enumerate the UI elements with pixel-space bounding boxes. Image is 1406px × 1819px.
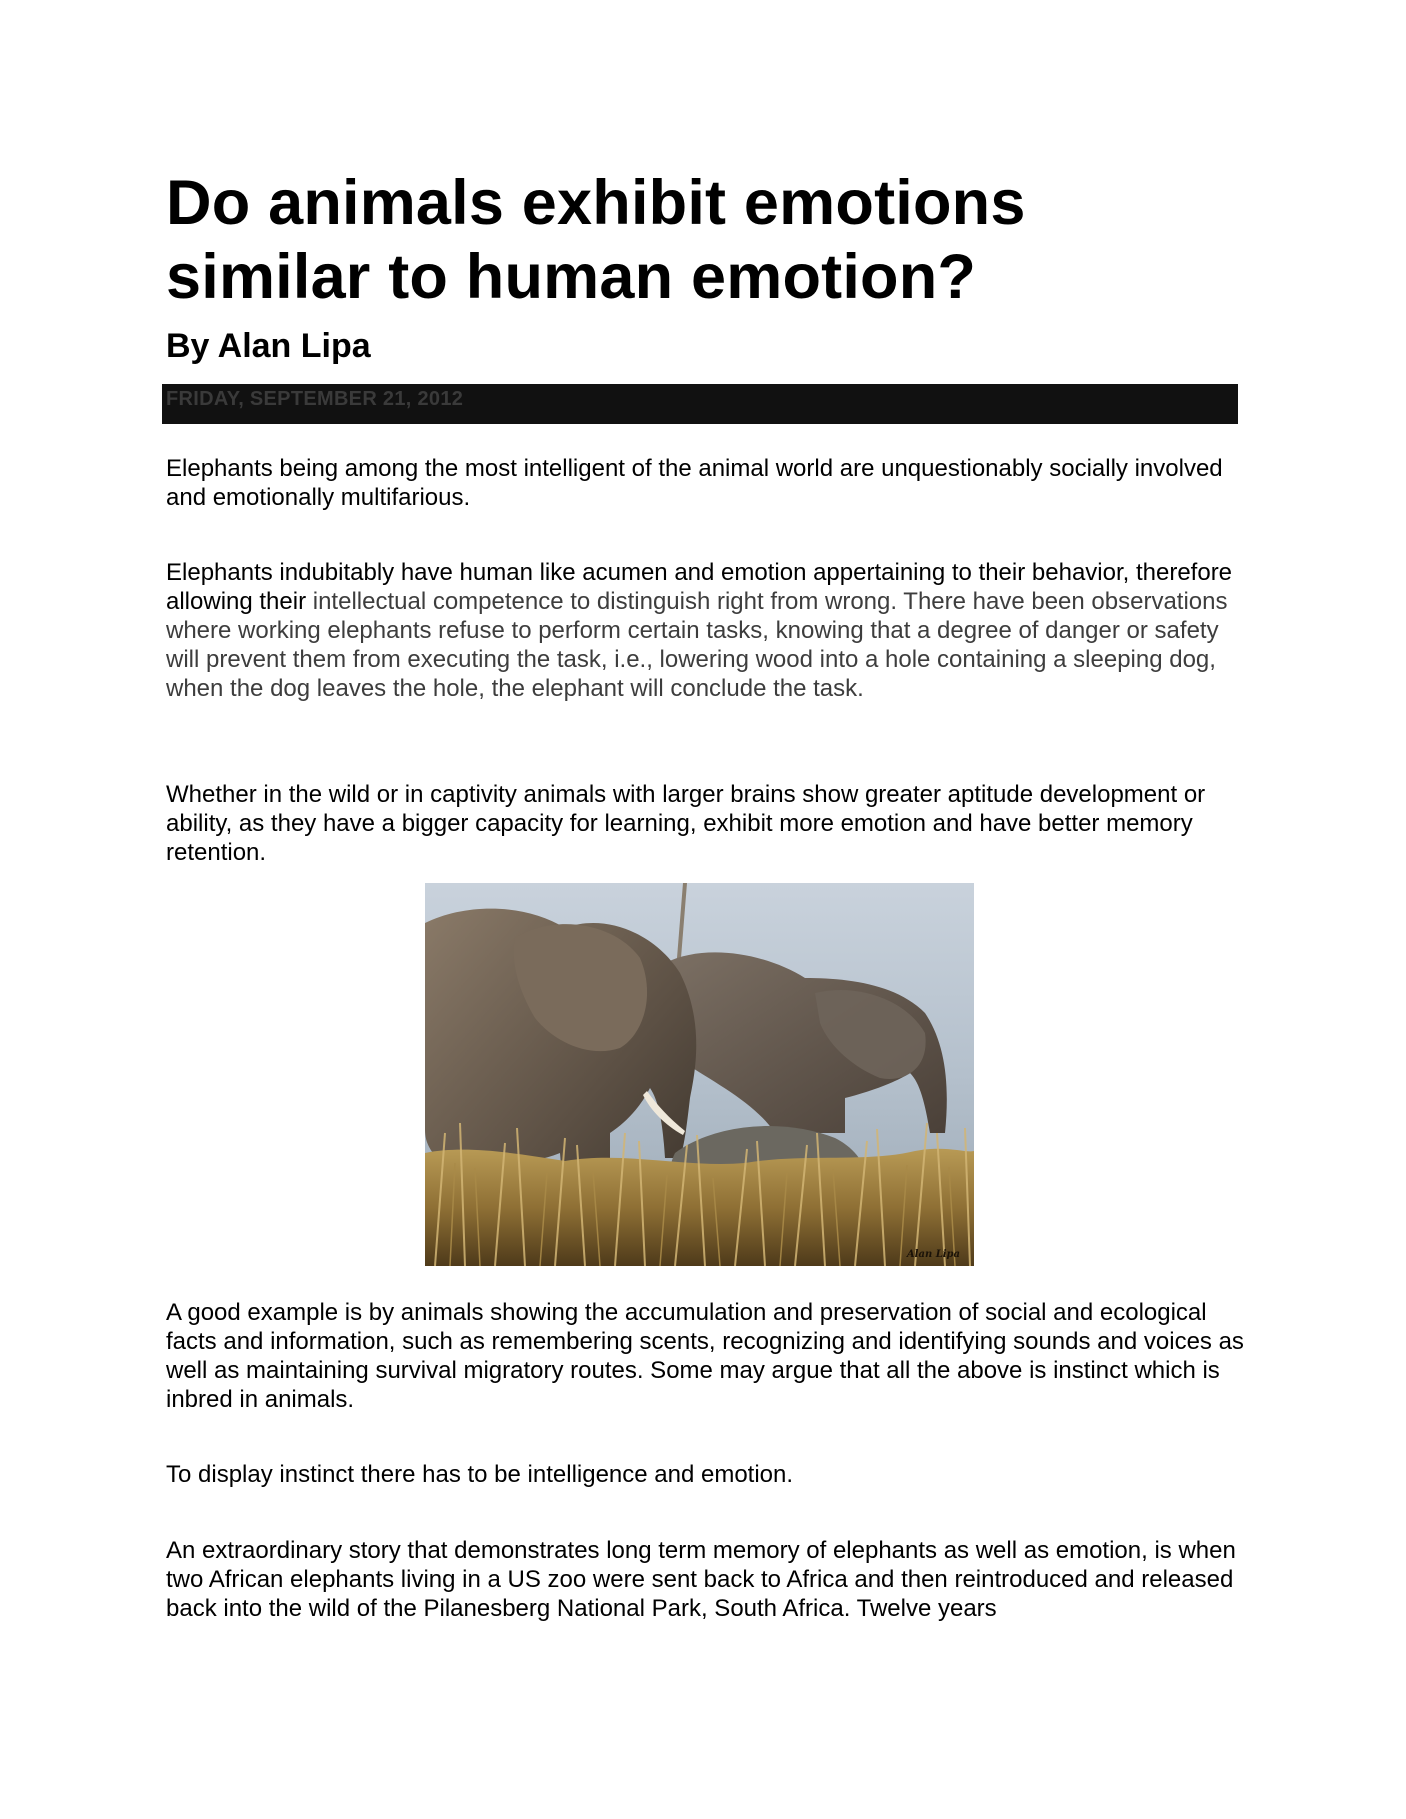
article-date: FRIDAY, SEPTEMBER 21, 2012 (166, 388, 464, 410)
photo-credit: Alan Lipa (906, 1249, 960, 1260)
paragraph-4: A good example is by animals showing the accumulation and preservation of social and ecological facts and information, such as remembering scents, recognizing and identifying sounds and voices as well as maintaining survival migratory routes. Some may argue that all the above is instinct which is inbred in animals. (166, 1299, 1244, 1413)
article-title: Do animals exhibit emotions similar to human emotion? (166, 168, 1026, 312)
elephants-photo (425, 883, 974, 1266)
paragraph-5: To display instinct there has to be intelligence and emotion. (166, 1461, 794, 1488)
paragraph-2-part-1: Elephants indubitably have human like acumen and emotion appertaining to their behavior, therefore allowing their (166, 559, 1233, 615)
paragraph-3: Whether in the wild or in captivity animals with larger brains show greater aptitude development or ability, as they have a bigger capacity for learning, exhibit more emotion and have better memory retention. (166, 781, 1206, 866)
paragraph-2 (166, 558, 1246, 703)
paragraph-2-part-2: intellectual competence to distinguish right from wrong. There have been observations where working elephants refuse to perform certain tasks, knowing that a degree of danger or safety will prevent them from executing the task, i.e., lowering wood into a hole containing a sleeping dog, when the dog leaves the hole, the elephant will conclude the task. (166, 588, 1228, 702)
paragraph-1: Elephants being among the most intelligent of the animal world are unquestionably socially involved and emotionally multifarious. (166, 455, 1223, 511)
elephants-photo-illustration (425, 883, 974, 1266)
paragraph-6: An extraordinary story that demonstrates long term memory of elephants as well as emotion, is when two African elephants living in a US zoo were sent back to Africa and then reintroduced and released back into the wild of the Pilanesberg National Park, South Africa. Twelve years (166, 1537, 1236, 1622)
date-bar (162, 384, 1238, 424)
article-byline: By Alan Lipa (166, 327, 371, 365)
